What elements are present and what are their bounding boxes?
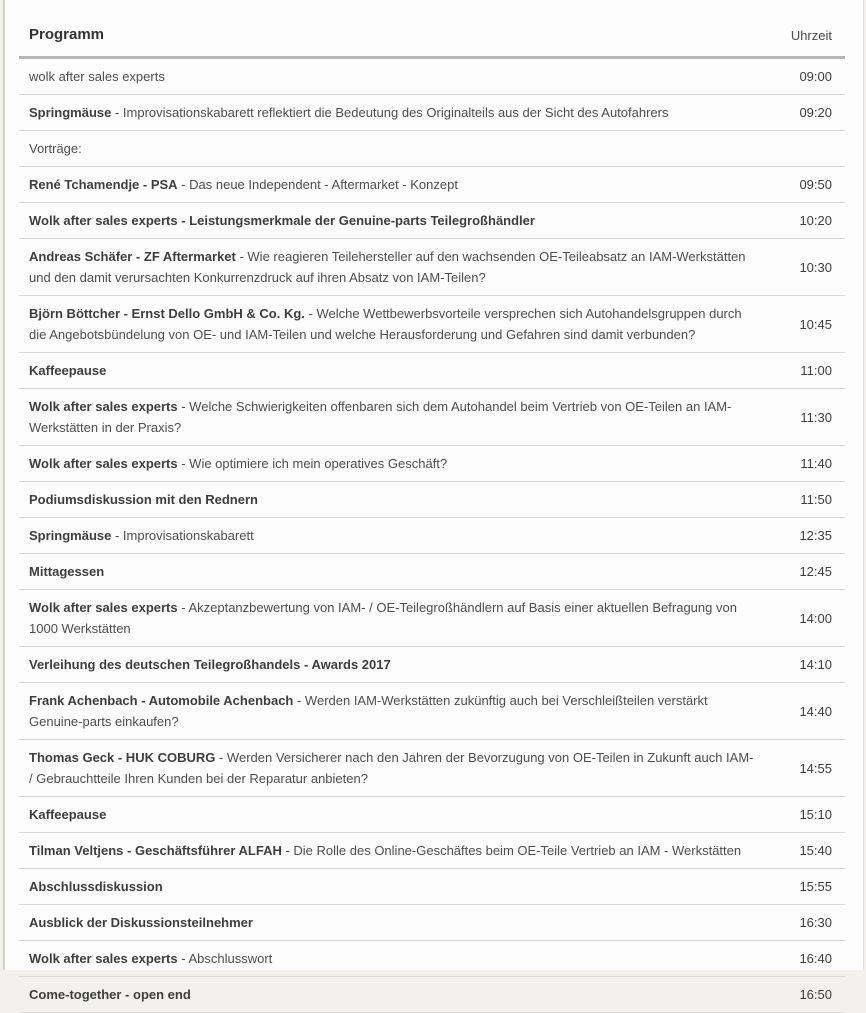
session-title: Tilman Veltjens - Geschäftsführer ALFAH xyxy=(29,843,282,858)
session-title: Wolk after sales experts xyxy=(29,951,178,966)
table-row xyxy=(19,203,845,239)
session-time: 12:35 xyxy=(773,518,845,554)
session-time: 16:50 xyxy=(773,977,845,1013)
session-cell xyxy=(19,95,773,131)
session-cell xyxy=(19,167,773,203)
session-time: 16:30 xyxy=(773,905,845,941)
session-title: Mittagessen xyxy=(29,564,105,579)
session-cell xyxy=(19,389,773,446)
session-time: 11:40 xyxy=(773,446,845,482)
session-cell xyxy=(19,869,773,905)
table-row xyxy=(19,941,845,977)
session-title: Wolk after sales experts xyxy=(29,600,178,615)
table-row xyxy=(19,58,845,95)
session-title: Björn Böttcher - Ernst Dello GmbH & Co. Kg. xyxy=(29,306,305,321)
session-time: 11:30 xyxy=(773,389,845,446)
session-title: Podiumsdiskussion mit den Rednern xyxy=(29,492,258,507)
session-time xyxy=(773,131,845,167)
session-description: - Werden Versicherer nach den Jahren der Bevorzugung von OE-Teilen in Zukunft auch IAM- / Gebrauchtteile Ihren Kunden bei der Reparatur anbieten? xyxy=(29,750,754,786)
table-row xyxy=(19,554,845,590)
table-row xyxy=(19,683,845,740)
session-title: Springmäuse xyxy=(29,105,112,120)
session-cell xyxy=(19,239,773,296)
session-time: 14:00 xyxy=(773,590,845,647)
table-row xyxy=(19,239,845,296)
session-description: Vorträge: xyxy=(29,141,82,156)
session-cell xyxy=(19,590,773,647)
session-description: - Werden IAM-Werkstätten zukünftig auch bei Verschleißteilen verstärkt Genuine-parts einkaufen? xyxy=(29,693,708,729)
session-title: Verleihung des deutschen Teilegroßhandels - Awards 2017 xyxy=(29,657,391,672)
session-cell xyxy=(19,446,773,482)
session-time: 11:50 xyxy=(773,482,845,518)
table-row xyxy=(19,797,845,833)
session-cell xyxy=(19,518,773,554)
session-description: - Die Rolle des Online-Geschäftes beim OE-Teile Vertrieb an IAM - Werkstätten xyxy=(281,843,742,858)
session-time: 14:10 xyxy=(773,647,845,683)
table-row xyxy=(19,977,845,1013)
session-cell xyxy=(19,833,773,869)
session-cell xyxy=(19,353,773,389)
program-table-header xyxy=(19,26,845,58)
session-time: 09:20 xyxy=(773,95,845,131)
session-cell xyxy=(19,977,773,1013)
session-cell xyxy=(19,740,773,797)
session-cell xyxy=(19,554,773,590)
session-title: René Tchamendje - PSA xyxy=(29,177,178,192)
session-cell xyxy=(19,905,773,941)
session-title: Springmäuse xyxy=(29,528,112,543)
session-time: 10:45 xyxy=(773,296,845,353)
session-description: - Wie optimiere ich mein operatives Geschäft? xyxy=(177,456,448,471)
table-row xyxy=(19,869,845,905)
session-cell xyxy=(19,683,773,740)
session-time: 09:00 xyxy=(773,58,845,95)
session-time: 10:20 xyxy=(773,203,845,239)
table-row xyxy=(19,647,845,683)
session-description: - Improvisationskabarett reflektiert die Bedeutung des Originalteils aus der Sicht des Autofahrers xyxy=(111,105,669,120)
program-table xyxy=(19,26,845,1013)
program-column-header: Programm xyxy=(19,26,773,58)
session-title: Abschlussdiskussion xyxy=(29,879,163,894)
session-title: Frank Achenbach - Automobile Achenbach xyxy=(29,693,294,708)
table-row xyxy=(19,389,845,446)
session-time: 11:00 xyxy=(773,353,845,389)
session-title: Come-together - open end xyxy=(29,987,191,1002)
session-cell xyxy=(19,296,773,353)
table-row xyxy=(19,905,845,941)
session-description: - Akzeptanzbewertung von IAM- / OE-Teilegroßhändlern auf Basis einer aktuellen Befragung von 1000 Werkstätten xyxy=(29,600,737,636)
session-title: Andreas Schäfer - ZF Aftermarket xyxy=(29,249,236,264)
header-row xyxy=(19,26,845,58)
session-title: Ausblick der Diskussionsteilnehmer xyxy=(29,915,253,930)
session-cell xyxy=(19,131,773,167)
session-cell xyxy=(19,797,773,833)
session-time: 09:50 xyxy=(773,167,845,203)
program-table-body xyxy=(19,58,845,1013)
program-panel xyxy=(3,0,864,1002)
table-row xyxy=(19,590,845,647)
session-cell xyxy=(19,941,773,977)
session-cell xyxy=(19,482,773,518)
table-row xyxy=(19,518,845,554)
session-cell xyxy=(19,647,773,683)
session-time: 16:40 xyxy=(773,941,845,977)
table-row xyxy=(19,482,845,518)
table-row xyxy=(19,95,845,131)
program-panel-inner xyxy=(5,0,863,1013)
session-description: wolk after sales experts xyxy=(29,69,165,84)
table-row xyxy=(19,446,845,482)
session-time: 14:40 xyxy=(773,683,845,740)
time-column-header: Uhrzeit xyxy=(773,26,845,58)
session-time: 15:55 xyxy=(773,869,845,905)
session-cell xyxy=(19,203,773,239)
session-description: - Improvisationskabarett xyxy=(111,528,254,543)
session-time: 10:30 xyxy=(773,239,845,296)
session-description: - Abschlusswort xyxy=(177,951,273,966)
session-time: 15:40 xyxy=(773,833,845,869)
table-row xyxy=(19,740,845,797)
table-row xyxy=(19,353,845,389)
session-title: Wolk after sales experts xyxy=(29,399,178,414)
session-description: - Welche Wettbewerbsvorteile versprechen sich Autohandelsgruppen durch die Angebotsbündelung von OE- und IAM-Teilen und welche Herausforderung und Gefahren sind damit verbunden? xyxy=(29,306,742,342)
session-description: - Das neue Independent - Aftermarket - Konzept xyxy=(177,177,458,192)
table-row xyxy=(19,296,845,353)
table-row xyxy=(19,167,845,203)
session-title: Thomas Geck - HUK COBURG xyxy=(29,750,216,765)
session-title: Kaffeepause xyxy=(29,363,107,378)
session-time: 12:45 xyxy=(773,554,845,590)
session-time: 15:10 xyxy=(773,797,845,833)
session-cell xyxy=(19,58,773,95)
table-row xyxy=(19,131,845,167)
session-description: - Welche Schwierigkeiten offenbaren sich dem Autohandel beim Vertrieb von OE-Teilen an IAM-Werkstätten in der Praxis? xyxy=(29,399,732,435)
session-title: Wolk after sales experts - Leistungsmerkmale der Genuine-parts Teilegroßhändler xyxy=(29,213,535,228)
session-title: Wolk after sales experts xyxy=(29,456,178,471)
session-title: Kaffeepause xyxy=(29,807,107,822)
table-row xyxy=(19,833,845,869)
session-description: - Wie reagieren Teilehersteller auf den wachsenden OE-Teileabsatz an IAM-Werkstätten und den damit verursachten Konkurrenzdruck auf ihren Absatz von IAM-Teilen? xyxy=(29,249,746,285)
session-time: 14:55 xyxy=(773,740,845,797)
